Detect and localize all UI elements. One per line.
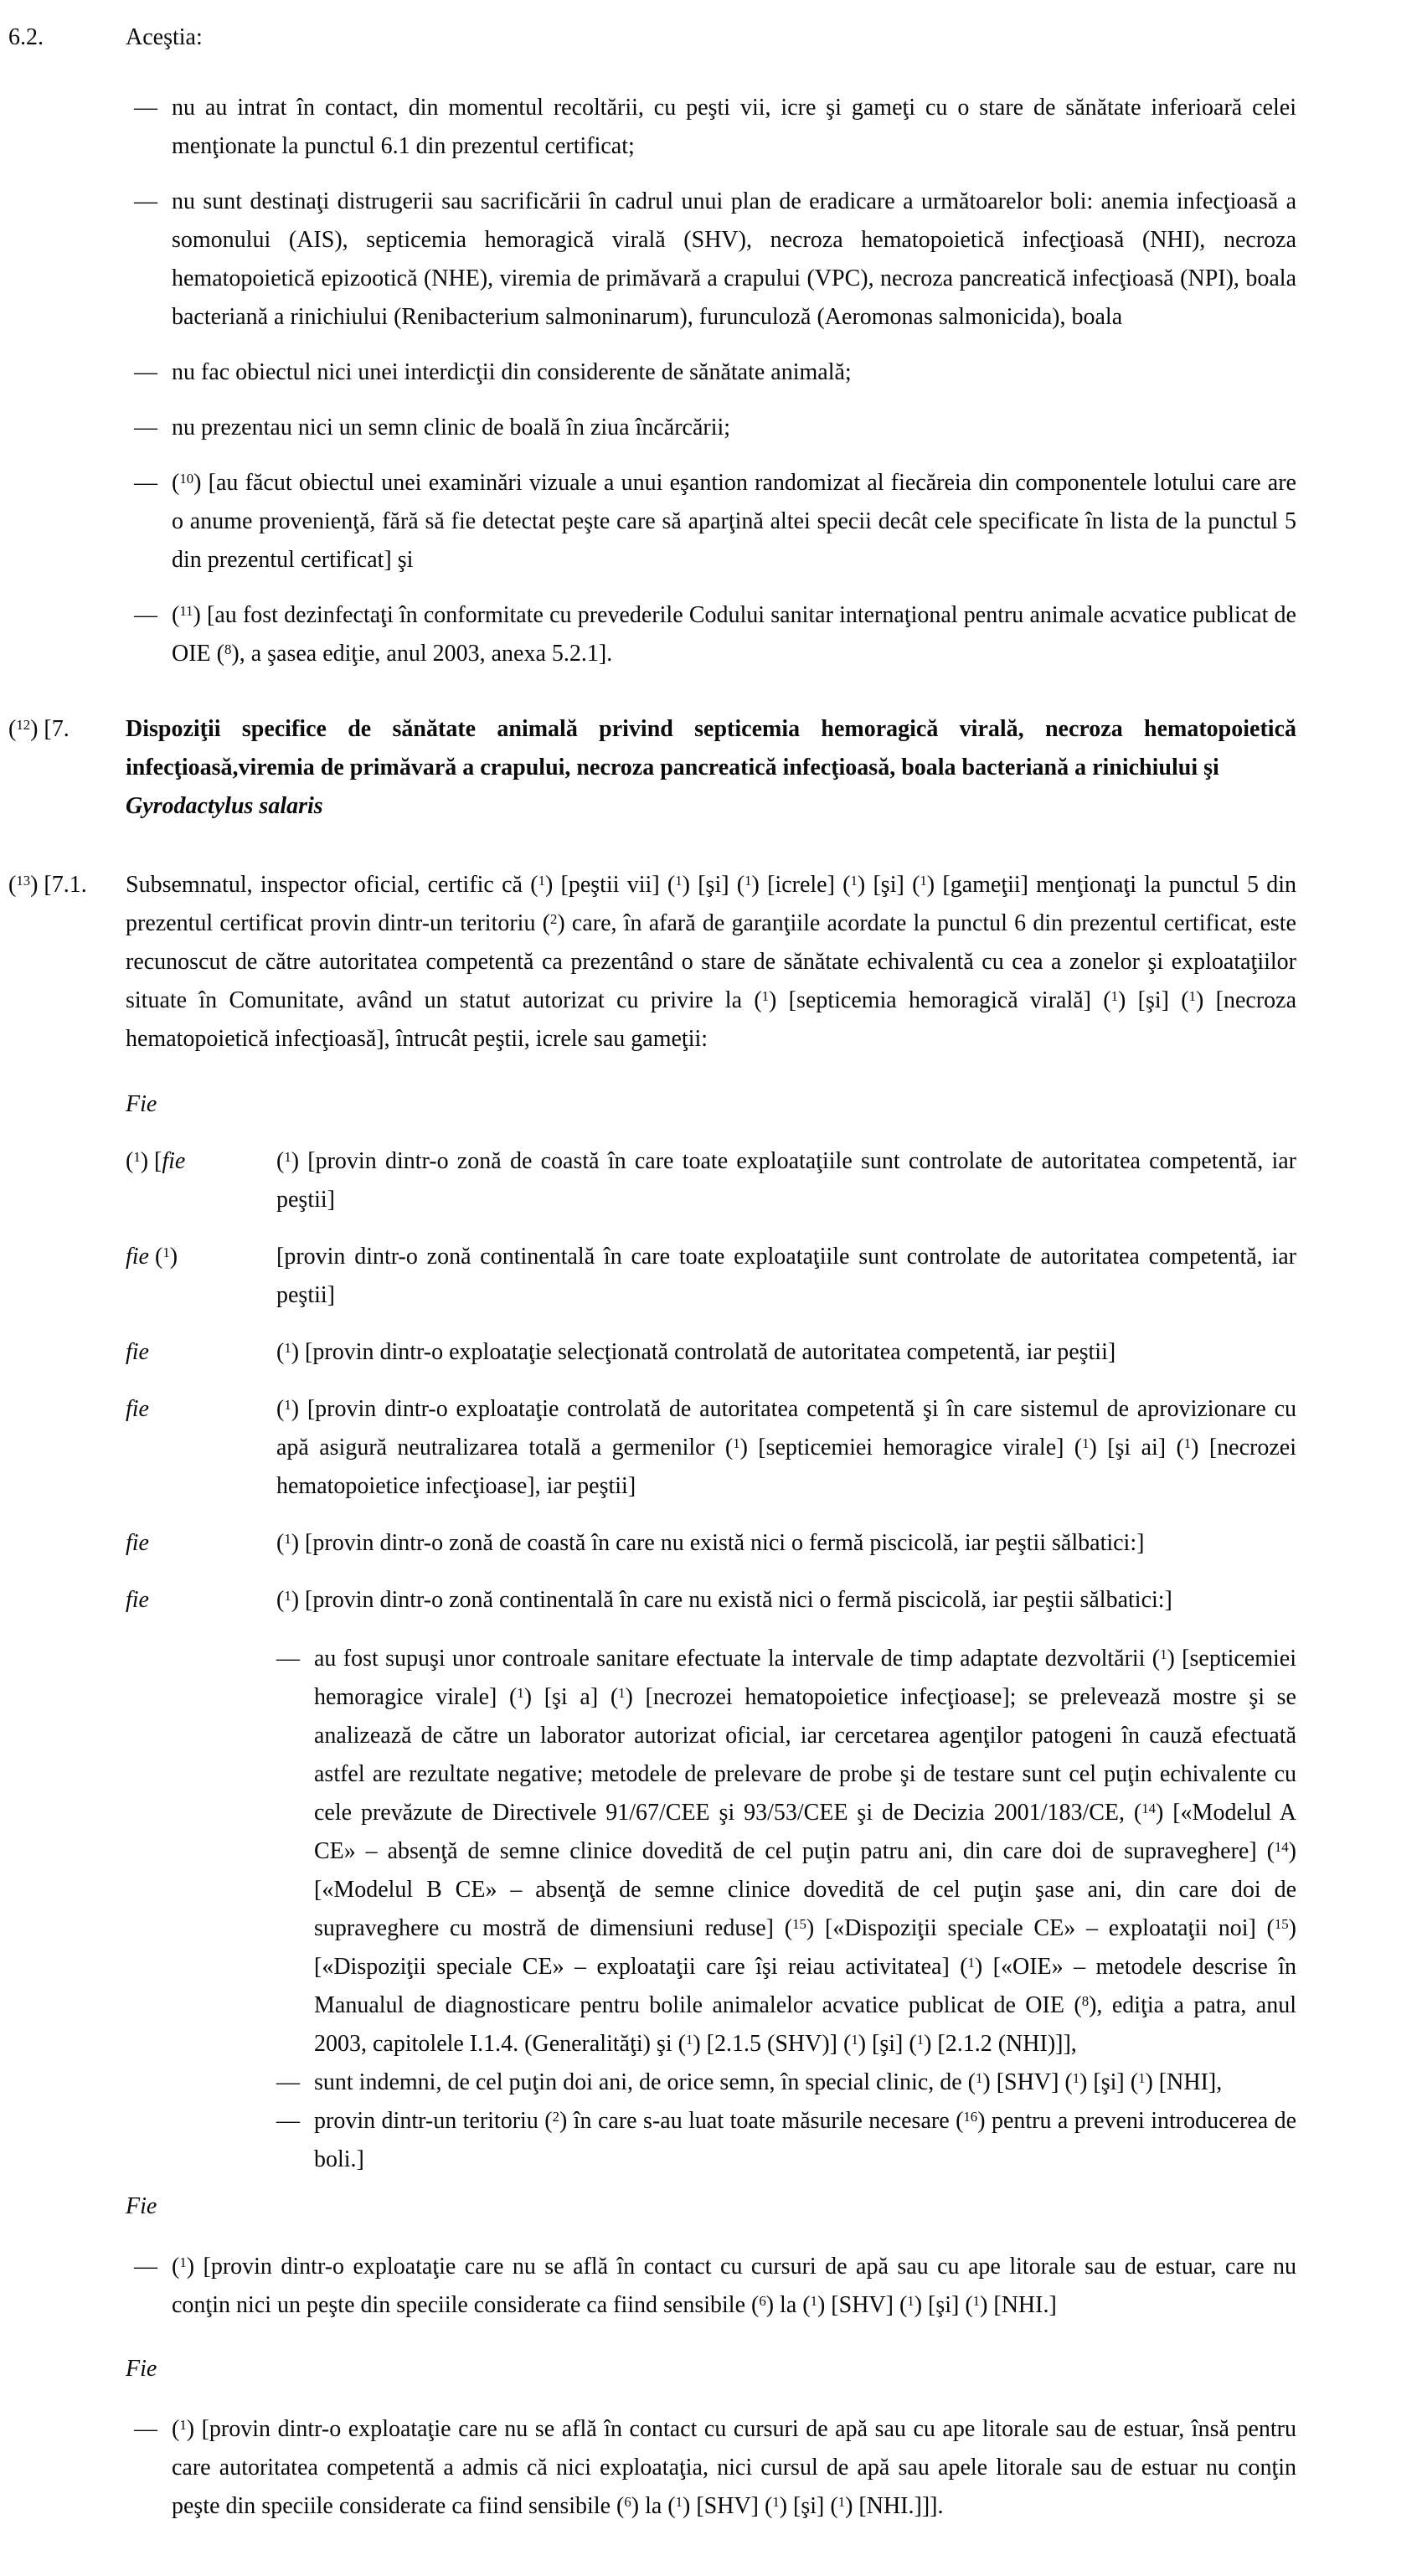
fie-label: ($^1$) [fie xyxy=(126,1148,186,1174)
fie-clause: ($^1$) [provin dintr-o exploataţie selecţionată controlată de autoritatea competentă, iar peştii] xyxy=(276,1339,1116,1365)
condition-item xyxy=(126,2248,1296,2325)
fie-label: fie xyxy=(126,1587,149,1613)
section-number-6-2: 6.2. xyxy=(8,24,44,50)
section-number-7-1: ($^{13}$) [7.1. xyxy=(8,872,87,898)
fie-heading-1: Fie xyxy=(126,1091,157,1117)
section-7 xyxy=(0,710,1422,826)
fie-label: fie xyxy=(126,1396,149,1422)
dash-marker: — xyxy=(134,359,157,385)
condition-text: ($^{11}$) [au fost dezinfectaţi în conformitate cu prevederile Codului sanitar internaţional pentru animale acvatice publicat de OIE ($^8$), a şasea ediţie, anul 2003, anexa 5.2.1]. xyxy=(172,602,1296,667)
dash-marker: — xyxy=(134,95,157,121)
condition-list-6-2 xyxy=(126,89,1296,673)
fie-clause: [provin dintr-o zonă continentală în care toate exploataţiile sunt controlate de autoritatea competentă, iar peştii] xyxy=(276,1244,1296,1308)
fie-label: fie ($^1$) xyxy=(126,1244,178,1270)
section-7-heading xyxy=(126,710,1296,826)
condition-text: ($^1$) [provin dintr-o exploataţie care nu se află în contact cu cursuri de apă sau cu ape litorale sau de estuar, însă pentru care autoritatea competentă a admis că nici exploataţia, nici cursul de apă sau apele litorale sau de estuar nu conţin peşte din speciile considerate ca fiind sensibile ($^6$) la ($^1$) [SHV] ($^1$) [şi] ($^1$) [NHI.]]]. xyxy=(172,2416,1296,2519)
condition-item xyxy=(126,89,1296,166)
condition-text: nu sunt destinaţi distrugerii sau sacrificării în cadrul unui plan de eradicare a următoarelor boli: anemia infecţioasă a somonului (AIS), septicemia hemoragică virală (SHV), necroza hematopoietică infecţioasă (NHI), necroza hematopoietică epizootică (NHE), viremia de primăvară a crapului (VPC), necroza pancreatică infecţioasă (NPI), boala bacteriană a rinichiului (Renibacterium salmoninarum), furunculoză (Aeromonas salmonicida), boala xyxy=(172,188,1296,330)
sub-condition-item xyxy=(276,1640,1296,2063)
sub-condition-text: provin dintr-un teritoriu ($^2$) în care s-au luat toate măsurile necesare ($^{16}$) pentru a preveni introducerea de boli.] xyxy=(314,2108,1296,2172)
fie-table xyxy=(126,1142,1296,2179)
condition-text: nu au intrat în contact, din momentul recoltării, cu peşti vii, icre şi gameţi cu o stare de sănătate inferioară celei menţionate la punctul 6.1 din prezentul certificat; xyxy=(172,95,1296,159)
sub-condition-text: au fost supuşi unor controale sanitare efectuate la intervale de timp adaptate dezvoltării ($^1$) [septicemiei hemoragice virale] ($^1$) [şi a] ($^1$) [necrozei hematopoietice infecţioase]; se prelevează mostre şi se analizează de către un laborator autorizat oficial, iar cercetarea agenţilor patogeni în cauză efectuată astfel are rezultate negative; metodele de prelevare de probe şi de testare sunt cel puţin echivalente cu cele prevăzute de Directivele 91/67/CEE şi 93/53/CEE şi de Decizia 2001/183/CE, ($^{14}$) [«Modelul A CE» – absenţă de semne clinice dovedită de cel puţin patru ani, din care doi de supraveghere] ($^{14}$) [«Modelul B CE» – absenţă de semne clinice dovedită de cel puţin şase ani, din care doi de supraveghere cu mostră de dimensiuni reduse] ($^{15}$) [«Dispoziţii speciale CE» – exploataţii noi] ($^{15}$) [«Dispoziţii speciale CE» – exploataţii care îşi reiau activitatea] ($^1$) [«OIE» – metodele descrise în Manualul de diagnosticare pentru bolile animalelor acvatice publicat de OIE ($^8$), ediţia a patra, anul 2003, capitolele I.1.4. (Generalităţi) şi ($^1$) [2.1.5 (SHV)] ($^1$) [şi] ($^1$) [2.1.2 (NHI)]], xyxy=(314,1646,1296,2057)
section-7-heading-text: Dispoziţii specifice de sănătate animală privind septicemia hemoragică virală, necroza hematopoietică infecţioasă,viremia de primăvară a crapului, necroza pancreatică infecţioasă, boala bacteriană a rinichiului şi xyxy=(126,716,1296,781)
condition-item xyxy=(126,596,1296,673)
dash-marker: — xyxy=(134,415,157,440)
sub-condition-item xyxy=(276,2063,1296,2102)
sub-condition-text: sunt indemni, de cel puţin doi ani, de orice semn, în special clinic, de ($^1$) [SHV] ($^1$) [şi] ($^1$) [NHI], xyxy=(314,2069,1223,2095)
condition-text: nu prezentau nici un semn clinic de boală în ziua încărcării; xyxy=(172,415,731,440)
fie-label: fie xyxy=(126,1530,149,1556)
dash-marker: — xyxy=(134,470,157,496)
section-7-1-paragraph: Subsemnatul, inspector oficial, certific că ($^1$) [peştii vii] ($^1$) [şi] ($^1$) [icrele] ($^1$) [şi] ($^1$) [gameţii] menţionaţi la punctul 5 din prezentul certificat provin dintr-un teritoriu ($^2$) care, în afară de garanţiile acordate la punctul 6 din prezentul certificat, este recunoscut de către autoritatea competentă ca prezentând o stare de sănătate echivalentă cu cea a zonelor şi exploataţiilor situate în Comunitate, având un statut autorizat cu privire la ($^1$) [septicemia hemoragică virală] ($^1$) [şi] ($^1$) [necroza hematopoietică infecţioasă], întrucât peştii, icrele sau gameţii: xyxy=(126,872,1297,1052)
condition-item xyxy=(126,2410,1296,2526)
fie-clause: ($^1$) [provin dintr-o exploataţie controlată de autoritatea competentă şi în care sistemul de aprovizionare cu apă asigură neutralizarea totală a germenilor ($^1$) [septicemiei hemoragice virale] ($^1$) [şi ai] ($^1$) [necrozei hematopoietice infecţioase], iar peştii] xyxy=(276,1396,1296,1499)
dash-marker: — xyxy=(134,2254,157,2280)
fie-clause: ($^1$) [provin dintr-o zonă continentală în care nu există nici o fermă piscicolă, iar peştii sălbatici:] xyxy=(276,1587,1172,1613)
dash-marker: — xyxy=(134,2416,157,2442)
condition-item xyxy=(126,409,1296,447)
dash-marker: — xyxy=(276,2069,300,2095)
fie-row xyxy=(126,1142,1296,1219)
section-number-7: ($^{12}$) [7. xyxy=(8,716,70,742)
fie-2-list xyxy=(126,2248,1296,2325)
dash-marker: — xyxy=(134,602,157,628)
fie-clause: ($^1$) [provin dintr-o zonă de coastă în care nu există nici o fermă piscicolă, iar peştii sălbatici:] xyxy=(276,1530,1145,1556)
fie-3-list xyxy=(126,2410,1296,2526)
section-6-2 xyxy=(0,18,1422,57)
dash-marker: — xyxy=(276,1646,300,1672)
fie-row xyxy=(126,1390,1296,1506)
sub-condition-list xyxy=(276,1640,1296,2179)
fie-heading-3: Fie xyxy=(126,2356,157,2382)
condition-text: ($^1$) [provin dintr-o exploataţie care nu se află în contact cu cursuri de apă sau cu ape litorale sau de estuar, care nu conţin nici un peşte din speciile considerate ca fiind sensibile ($^6$) la ($^1$) [SHV] ($^1$) [şi] ($^1$) [NHI.] xyxy=(172,2254,1296,2318)
dash-marker: — xyxy=(276,2108,300,2134)
sub-condition-item xyxy=(276,2102,1296,2179)
condition-text: ($^{10}$) [au făcut obiectul unei examinări vizuale a unui eşantion randomizat al fiecăreia din componentele lotului care are o anume provenienţă, fără să fie detectat peşte care să aparţină altei specii decât cele specificate în lista de la punctul 5 din prezentul certificat] şi xyxy=(172,470,1296,573)
condition-item xyxy=(126,464,1296,580)
condition-text: nu fac obiectul nici unei interdicţii din considerente de sănătate animală; xyxy=(172,359,852,385)
fie-label: fie xyxy=(126,1339,149,1365)
species-name: Gyrodactylus salaris xyxy=(126,793,323,819)
condition-item xyxy=(126,353,1296,392)
fie-row xyxy=(126,1581,1296,1620)
fie-heading-2: Fie xyxy=(126,2193,157,2219)
fie-row xyxy=(126,1524,1296,1563)
dash-marker: — xyxy=(134,188,157,214)
fie-row xyxy=(126,1333,1296,1372)
fie-clause: ($^1$) [provin dintr-o zonă de coastă în care toate exploataţiile sunt controlate de autoritatea competentă, iar peştii] xyxy=(276,1148,1296,1213)
section-7-1 xyxy=(0,866,1422,1059)
condition-item xyxy=(126,183,1296,337)
fie-row xyxy=(126,1238,1296,1315)
section-6-2-title: Aceştia: xyxy=(126,24,203,50)
